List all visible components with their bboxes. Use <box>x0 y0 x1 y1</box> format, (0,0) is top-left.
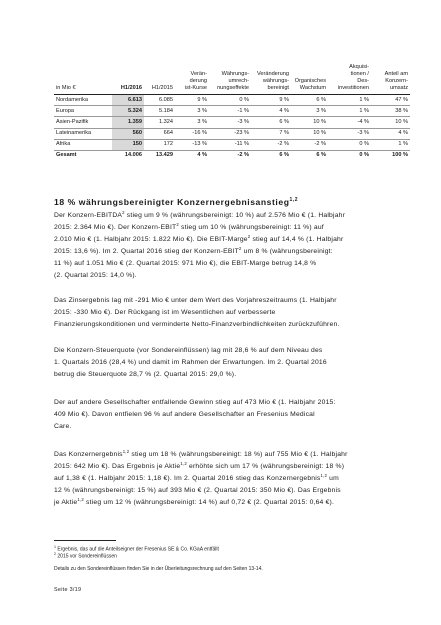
footnote-ref: 1,2 <box>122 448 130 454</box>
text-line <box>54 357 412 369</box>
text-run: Die Konzern-Steuerquote (vor Sondereinflüssen) lag mit 28,6 % auf dem Niveau des <box>54 347 323 354</box>
cell-change-fx-adj: 6 % <box>251 117 291 128</box>
cell-change-fx-adj: 9 % <box>251 94 291 105</box>
cell-fx: -2 % <box>237 152 249 159</box>
text-line <box>54 409 412 421</box>
cell-change: 4 % <box>197 152 207 159</box>
cell-label: Gesamt <box>56 152 77 159</box>
text-line <box>54 295 412 307</box>
text-run: stieg um 9 % (währungsbereinigt: 10 %) auf 2.576 Mio € (1. Halbjahr <box>124 212 346 219</box>
paragraph-tax <box>54 345 412 381</box>
cell-acquisitions: 0 % <box>359 152 369 159</box>
header-change-fx-adj: Veränderung währungs- bereinigt <box>251 64 291 94</box>
text-line <box>54 497 412 509</box>
cell-acquisitions: -3 % <box>328 128 371 139</box>
text-run: erhöhte sich um 17 % (währungsbereinigt: 18 %) <box>186 463 345 471</box>
cell-h1-2016: 150 <box>112 139 144 150</box>
text-run: 409 Mio €). Davon entfielen 96 % auf andere Gesellschafter an Fresenius Medical <box>54 411 315 419</box>
text-line <box>54 319 412 331</box>
text-line <box>54 345 412 357</box>
cell-h1-2016: 6.613 <box>112 94 144 105</box>
cell-share: 4 % <box>371 128 410 139</box>
cell-fx: -23 % <box>209 128 251 139</box>
footnote-ref: 2 <box>238 246 242 252</box>
cell-organic: 6 % <box>291 94 328 105</box>
text-line <box>54 210 412 222</box>
text-line <box>54 222 412 234</box>
cell-organic: 10 % <box>291 117 328 128</box>
cell-label: Afrika <box>54 139 112 150</box>
cell-acquisitions: -4 % <box>328 117 371 128</box>
paragraph-minority <box>54 397 412 433</box>
cell-h1-2016: 5.324 <box>112 106 144 117</box>
text-run: stieg auf 14,4 % (1. Halbjahr <box>250 236 344 244</box>
cell-acquisitions: 1 % <box>328 106 371 117</box>
cell-h1-2015: 6.085 <box>144 94 175 105</box>
text-run: 2.010 Mio € (1. Halbjahr 2015: 1.822 Mio €). Die EBIT-Marge <box>54 236 248 244</box>
cell-fx: -1 % <box>209 106 251 117</box>
table-row <box>54 106 410 117</box>
text-run: um 8 % (währungsbereinigt: <box>241 248 333 256</box>
heading-footnote-ref: 1,2 <box>289 197 299 204</box>
cell-label: Asien-Pazifik <box>54 117 112 128</box>
cell-label: Lateinamerika <box>54 128 112 139</box>
text-line <box>54 246 412 258</box>
cell-organic: 10 % <box>291 128 328 139</box>
text-run: 11 %) auf 1.051 Mio € (2. Quartal 2015: 971 Mio €), die EBIT-Marge betrug 14,8 % <box>54 260 317 268</box>
table-row <box>54 117 410 128</box>
text-run: betrug die Steuerquote 28,7 % (2. Quartal 2015: 29,0 %). <box>54 371 237 379</box>
text-run: um <box>327 475 339 483</box>
text-line <box>54 461 412 473</box>
text-line <box>54 369 412 381</box>
footnote-2-text: 2015 vor Sondereinflüssen <box>56 553 117 560</box>
cell-h1-2016: 560 <box>112 128 144 139</box>
cell-change: 3 % <box>175 117 209 128</box>
text-run: Das Zinsergebnis lag mit -291 Mio € unter dem Wert des Vorjahreszeitraums (1. Halbjahr <box>54 297 337 304</box>
footnote-ref: 1,2 <box>77 497 84 503</box>
text-run: 2015: 13,6 %). Im 2. Quartal 2016 stieg der Konzern-EBIT <box>54 248 239 256</box>
text-run: Der auf andere Gesellschafter entfallende Gewinn stieg auf 473 Mio € (1. Halbjahr 2015: <box>54 399 336 406</box>
table-row <box>54 128 410 139</box>
section-heading <box>54 197 298 207</box>
text-line <box>54 473 412 485</box>
cell-change: -16 % <box>175 128 209 139</box>
table-row <box>54 139 410 150</box>
cell-change-fx-adj: 4 % <box>251 106 291 117</box>
cell-fx: -3 % <box>209 117 251 128</box>
text-run: 2015: -330 Mio €). Der Rückgang ist im Wesentlichen auf verbesserte <box>54 309 276 317</box>
paragraph-net-income <box>54 449 412 509</box>
cell-h1-2015: 1.324 <box>144 117 175 128</box>
table-row <box>54 94 410 105</box>
footnote-ref: 1,2 <box>320 472 328 478</box>
cell-fx: -11 % <box>209 139 251 150</box>
cell-change-fx-adj: -2 % <box>251 139 291 150</box>
footnote-ref: 1,2 <box>180 460 187 466</box>
table-header-row <box>54 64 410 94</box>
text-line <box>54 307 412 319</box>
cell-share: 1 % <box>371 139 410 150</box>
text-line <box>54 234 412 246</box>
footnote-1-text: Ergebnis, das auf die Anteilseigner der Fresenius SE & Co. KGaA entfällt <box>56 546 219 553</box>
cell-change: 3 % <box>175 106 209 117</box>
text-line <box>54 449 412 461</box>
text-run: stieg um 18 % (währungsbereinigt: 18 %) auf 755 Mio € (1. Halbjahr <box>129 451 348 458</box>
cell-label: Nordamerika <box>54 94 112 105</box>
cell-change-fx-adj: 7 % <box>251 128 291 139</box>
footnote-2 <box>54 552 117 560</box>
cell-share: 100 % <box>392 152 408 159</box>
paragraph-interest <box>54 295 412 331</box>
cell-h1-2015: 5.184 <box>144 106 175 117</box>
header-acquisitions: Akquisi- tionen / Des- investitionen <box>328 64 371 94</box>
text-run: stieg um 10 % (währungsbereinigt: 11 %) auf <box>178 224 324 232</box>
text-run: Finanzierungskonditionen und verminderte Netto-Finanzverbindlichkeiten zurückzuführen. <box>54 321 340 329</box>
header-share: Anteil am Konzern- umsatz <box>371 64 410 94</box>
heading-text: 18 % währungsbereinigter Konzernergebnisanstieg <box>54 197 290 207</box>
cell-organic: 6 % <box>316 152 326 159</box>
regional-sales-table <box>54 64 410 161</box>
footnote-ref: 2 <box>247 233 251 239</box>
table-total-row <box>54 150 410 161</box>
header-h1-2016: H1/2016 <box>112 64 144 94</box>
page-number: Seite 3/19 <box>54 587 82 593</box>
paragraph-ebit <box>54 210 412 283</box>
cell-change: -13 % <box>175 139 209 150</box>
text-run: je Aktie <box>54 499 78 507</box>
text-run: 2015: 2.364 Mio €). Der Konzern-EBIT <box>54 224 177 232</box>
text-run: 1. Quartals 2016 (28,4 %) und damit im Rahmen der Erwartungen. Im 2. Quartal 2016 <box>54 359 327 367</box>
cell-fx: 0 % <box>209 94 251 105</box>
cell-organic: -2 % <box>291 139 328 150</box>
cell-h1-2015: 13.429 <box>155 152 173 159</box>
cell-share: 10 % <box>371 117 410 128</box>
text-run: 12 % (währungsbereinigt: 15 %) auf 393 Mio € (2. Quartal 2015: 350 Mio €). Das Ergebnis <box>54 487 341 495</box>
footnote-divider <box>54 540 116 541</box>
footnote-1-number: 1 <box>54 545 56 549</box>
cell-h1-2016: 1.359 <box>112 117 144 128</box>
cell-acquisitions: 0 % <box>328 139 371 150</box>
cell-change: 9 % <box>175 94 209 105</box>
cell-acquisitions: 1 % <box>328 94 371 105</box>
cell-change-fx-adj: 6 % <box>279 152 289 159</box>
cell-label: Europa <box>54 106 112 117</box>
cell-organic: 3 % <box>291 106 328 117</box>
details-note: Details zu den Sondereinflüssen finden Sie in der Überleitungsrechnung auf den Seiten 13-14. <box>54 566 263 572</box>
cell-share: 47 % <box>371 94 410 105</box>
header-h1-2015: H1/2015 <box>144 64 175 94</box>
header-label: in Mio € <box>54 64 112 94</box>
cell-h1-2016: 14.006 <box>124 152 142 159</box>
header-fx: Währungs- umrech- nungseffekte <box>209 64 251 94</box>
cell-h1-2015: 172 <box>144 139 175 150</box>
text-line <box>54 270 412 282</box>
footnote-2-number: 2 <box>54 552 56 556</box>
text-run: Care. <box>54 423 72 431</box>
text-run: 2015: 642 Mio €). Das Ergebnis je Aktie <box>54 463 181 471</box>
text-run: (2. Quartal 2015: 14,0 %). <box>54 272 137 280</box>
cell-share: 38 % <box>371 106 410 117</box>
cell-h1-2015: 664 <box>144 128 175 139</box>
text-run: stieg um 12 % (währungsbereinigt: 14 %) auf 0,72 € (2. Quartal 2015: 0,64 €). <box>83 499 335 507</box>
text-run: Das Konzernergebnis <box>54 451 123 458</box>
header-organic: Organisches Wachstum <box>291 64 328 94</box>
header-change: Verän- derung ist-Kurse <box>175 64 209 94</box>
text-line <box>54 485 412 497</box>
text-run: auf 1,38 € (1. Halbjahr 2015: 1,18 €). Im 2. Quartal 2016 stieg das Konzernergebnis <box>54 475 321 483</box>
text-line <box>54 258 412 270</box>
footnote-ref: 2 <box>176 221 179 227</box>
text-line <box>54 397 412 409</box>
text-line <box>54 421 412 433</box>
footnote-ref: 2 <box>122 209 125 215</box>
text-run: Der Konzern-EBITDA <box>54 212 123 219</box>
